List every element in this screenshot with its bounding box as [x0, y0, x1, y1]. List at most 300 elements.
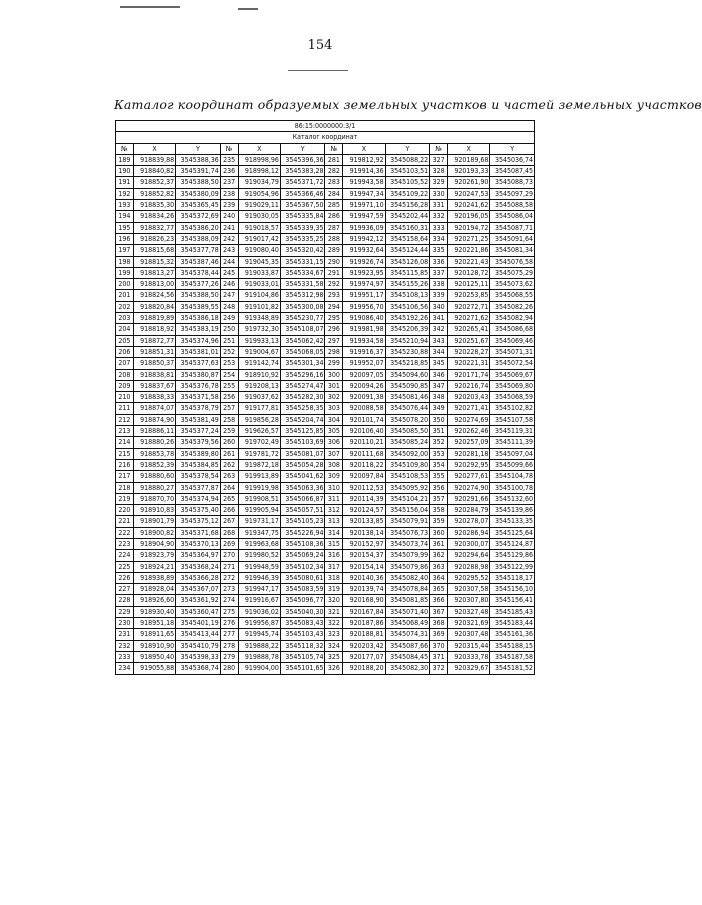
- table-row: [116, 245, 535, 256]
- point-number-cell: 299: [325, 358, 343, 369]
- table-row: [116, 471, 535, 482]
- x-coordinate-cell: 919101,82: [238, 301, 280, 312]
- x-coordinate-cell: 918910,90: [133, 640, 175, 651]
- point-number-cell: 371: [430, 651, 448, 662]
- point-number-cell: 345: [430, 358, 448, 369]
- point-number-cell: 308: [325, 459, 343, 470]
- point-number-cell: 237: [220, 177, 238, 188]
- x-coordinate-cell: 918870,70: [133, 493, 175, 504]
- y-coordinate-cell: 3545371,72: [280, 177, 325, 188]
- y-coordinate-cell: 3545079,86: [385, 561, 430, 572]
- y-coordinate-cell: 3545106,56: [385, 301, 430, 312]
- point-number-cell: 301: [325, 380, 343, 391]
- point-number-cell: 287: [325, 222, 343, 233]
- x-coordinate-cell: 919731,17: [238, 516, 280, 527]
- x-coordinate-cell: 918819,89: [133, 313, 175, 324]
- point-number-cell: 307: [325, 448, 343, 459]
- y-coordinate-cell: 3545125,64: [490, 527, 535, 538]
- point-number-cell: 282: [325, 166, 343, 177]
- y-coordinate-cell: 3545111,39: [490, 437, 535, 448]
- point-number-cell: 207: [116, 358, 134, 369]
- point-number-cell: 331: [430, 200, 448, 211]
- x-coordinate-cell: 918951,18: [133, 618, 175, 629]
- y-coordinate-cell: 3545334,67: [280, 267, 325, 278]
- y-coordinate-cell: 3545108,53: [385, 471, 430, 482]
- point-number-cell: 347: [430, 380, 448, 391]
- point-number-cell: 295: [325, 313, 343, 324]
- point-number-cell: 231: [116, 629, 134, 640]
- y-coordinate-cell: 3545185,43: [490, 606, 535, 617]
- x-coordinate-cell: 920101,74: [343, 414, 385, 425]
- point-number-cell: 257: [220, 403, 238, 414]
- y-coordinate-cell: 3545097,29: [490, 188, 535, 199]
- cadastral-number: 86:15:0000000:3/1: [116, 121, 535, 132]
- point-number-cell: 317: [325, 561, 343, 572]
- x-coordinate-cell: 919029,11: [238, 200, 280, 211]
- table-row: [116, 437, 535, 448]
- table-row: [116, 380, 535, 391]
- y-coordinate-cell: 3545389,55: [176, 301, 221, 312]
- table-row: [116, 426, 535, 437]
- point-number-cell: 241: [220, 222, 238, 233]
- y-coordinate-cell: 3545102,82: [490, 403, 535, 414]
- point-number-cell: 305: [325, 426, 343, 437]
- column-header: X: [133, 143, 175, 154]
- y-coordinate-cell: 3545095,92: [385, 482, 430, 493]
- y-coordinate-cell: 3545125,85: [280, 426, 325, 437]
- y-coordinate-cell: 3545372,69: [176, 211, 221, 222]
- point-number-cell: 291: [325, 267, 343, 278]
- x-coordinate-cell: 920152,97: [343, 538, 385, 549]
- y-coordinate-cell: 3545282,30: [280, 392, 325, 403]
- y-coordinate-cell: 3545380,87: [176, 369, 221, 380]
- x-coordinate-cell: 920097,84: [343, 471, 385, 482]
- y-coordinate-cell: 3545378,54: [176, 471, 221, 482]
- point-number-cell: 297: [325, 335, 343, 346]
- x-coordinate-cell: 920154,14: [343, 561, 385, 572]
- x-coordinate-cell: 920118,22: [343, 459, 385, 470]
- x-coordinate-cell: 918813,27: [133, 267, 175, 278]
- x-coordinate-cell: 918924,21: [133, 561, 175, 572]
- y-coordinate-cell: 3545122,99: [490, 561, 535, 572]
- y-coordinate-cell: 3545115,85: [385, 267, 430, 278]
- y-coordinate-cell: 3545367,50: [280, 200, 325, 211]
- point-number-cell: 358: [430, 505, 448, 516]
- x-coordinate-cell: 920106,40: [343, 426, 385, 437]
- point-number-cell: 189: [116, 154, 134, 165]
- point-number-cell: 217: [116, 471, 134, 482]
- y-coordinate-cell: 3545133,35: [490, 516, 535, 527]
- point-number-cell: 242: [220, 233, 238, 244]
- y-coordinate-cell: 3545360,47: [176, 606, 221, 617]
- point-number-cell: 270: [220, 550, 238, 561]
- y-coordinate-cell: 3545156,41: [490, 595, 535, 606]
- x-coordinate-cell: 919872,18: [238, 459, 280, 470]
- point-number-cell: 214: [116, 437, 134, 448]
- table-row: [116, 200, 535, 211]
- point-number-cell: 259: [220, 426, 238, 437]
- table-row: [116, 538, 535, 549]
- point-number-cell: 310: [325, 482, 343, 493]
- point-number-cell: 234: [116, 663, 134, 674]
- x-coordinate-cell: 919947,59: [343, 211, 385, 222]
- y-coordinate-cell: 3545386,20: [176, 222, 221, 233]
- table-row: [116, 629, 535, 640]
- y-coordinate-cell: 3545068,49: [385, 618, 430, 629]
- x-coordinate-cell: 920189,68: [448, 154, 490, 165]
- y-coordinate-cell: 3545312,98: [280, 290, 325, 301]
- table-row: [116, 663, 535, 674]
- point-number-cell: 255: [220, 380, 238, 391]
- y-coordinate-cell: 3545088,22: [385, 154, 430, 165]
- x-coordinate-cell: 919812,92: [343, 154, 385, 165]
- x-coordinate-cell: 920196,05: [448, 211, 490, 222]
- x-coordinate-cell: 919981,98: [343, 324, 385, 335]
- point-number-cell: 366: [430, 595, 448, 606]
- y-coordinate-cell: 3545296,16: [280, 369, 325, 380]
- point-number-cell: 211: [116, 403, 134, 414]
- x-coordinate-cell: 918852,37: [133, 177, 175, 188]
- point-number-cell: 218: [116, 482, 134, 493]
- y-coordinate-cell: 3545086,04: [490, 211, 535, 222]
- point-number-cell: 244: [220, 256, 238, 267]
- y-coordinate-cell: 3545090,85: [385, 380, 430, 391]
- y-coordinate-cell: 3545387,46: [176, 256, 221, 267]
- point-number-cell: 324: [325, 640, 343, 651]
- x-coordinate-cell: 918853,78: [133, 448, 175, 459]
- point-number-cell: 260: [220, 437, 238, 448]
- y-coordinate-cell: 3545082,26: [490, 301, 535, 312]
- point-number-cell: 201: [116, 290, 134, 301]
- point-number-cell: 278: [220, 640, 238, 651]
- y-coordinate-cell: 3545108,13: [385, 290, 430, 301]
- x-coordinate-cell: 919080,40: [238, 245, 280, 256]
- point-number-cell: 356: [430, 482, 448, 493]
- point-number-cell: 360: [430, 527, 448, 538]
- y-coordinate-cell: 3545063,36: [280, 482, 325, 493]
- y-coordinate-cell: 3545204,74: [280, 414, 325, 425]
- y-coordinate-cell: 3545129,86: [490, 550, 535, 561]
- point-number-cell: 306: [325, 437, 343, 448]
- y-coordinate-cell: 3545388,09: [176, 233, 221, 244]
- point-number-cell: 272: [220, 572, 238, 583]
- x-coordinate-cell: 920138,14: [343, 527, 385, 538]
- y-coordinate-cell: 3545364,97: [176, 550, 221, 561]
- x-coordinate-cell: 920168,90: [343, 595, 385, 606]
- y-coordinate-cell: 3545384,85: [176, 459, 221, 470]
- y-coordinate-cell: 3545094,60: [385, 369, 430, 380]
- y-coordinate-cell: 3545085,24: [385, 437, 430, 448]
- y-coordinate-cell: 3545083,59: [280, 584, 325, 595]
- y-coordinate-cell: 3545226,94: [280, 527, 325, 538]
- y-coordinate-cell: 3545155,26: [385, 279, 430, 290]
- x-coordinate-cell: 919781,72: [238, 448, 280, 459]
- x-coordinate-cell: 918835,30: [133, 200, 175, 211]
- y-coordinate-cell: 3545099,66: [490, 459, 535, 470]
- y-coordinate-cell: 3545376,78: [176, 380, 221, 391]
- y-coordinate-cell: 3545040,30: [280, 606, 325, 617]
- table-row: [116, 154, 535, 165]
- y-coordinate-cell: 3545377,78: [176, 245, 221, 256]
- x-coordinate-cell: 920291,66: [448, 493, 490, 504]
- x-coordinate-cell: 920094,26: [343, 380, 385, 391]
- y-coordinate-cell: 3545126,08: [385, 256, 430, 267]
- point-number-cell: 302: [325, 392, 343, 403]
- point-number-cell: 340: [430, 301, 448, 312]
- point-number-cell: 364: [430, 572, 448, 583]
- y-coordinate-cell: 3545368,74: [176, 663, 221, 674]
- x-coordinate-cell: 919919,98: [238, 482, 280, 493]
- y-coordinate-cell: 3545383,28: [280, 166, 325, 177]
- y-coordinate-cell: 3545079,99: [385, 550, 430, 561]
- x-coordinate-cell: 920171,74: [448, 369, 490, 380]
- y-coordinate-cell: 3545388,50: [176, 290, 221, 301]
- scan-artifact: [120, 6, 180, 8]
- point-number-cell: 321: [325, 606, 343, 617]
- y-coordinate-cell: 3545377,63: [176, 358, 221, 369]
- point-number-cell: 315: [325, 538, 343, 549]
- scan-artifact: [288, 70, 348, 71]
- x-coordinate-cell: 919904,00: [238, 663, 280, 674]
- coordinates-table: [115, 120, 535, 675]
- point-number-cell: 247: [220, 290, 238, 301]
- y-coordinate-cell: 3545132,60: [490, 493, 535, 504]
- x-coordinate-cell: 920315,44: [448, 640, 490, 651]
- y-coordinate-cell: 3545076,73: [385, 527, 430, 538]
- y-coordinate-cell: 3545300,08: [280, 301, 325, 312]
- y-coordinate-cell: 3545371,68: [176, 527, 221, 538]
- y-coordinate-cell: 3545380,09: [176, 188, 221, 199]
- x-coordinate-cell: 919963,68: [238, 538, 280, 549]
- x-coordinate-cell: 919934,58: [343, 335, 385, 346]
- x-coordinate-cell: 920194,72: [448, 222, 490, 233]
- y-coordinate-cell: 3545371,58: [176, 392, 221, 403]
- y-coordinate-cell: 3545374,96: [176, 335, 221, 346]
- table-row: [116, 584, 535, 595]
- y-coordinate-cell: 3545119,31: [490, 426, 535, 437]
- x-coordinate-cell: 920091,38: [343, 392, 385, 403]
- x-coordinate-cell: 918998,96: [238, 154, 280, 165]
- y-coordinate-cell: 3545181,52: [490, 663, 535, 674]
- x-coordinate-cell: 919086,40: [343, 313, 385, 324]
- column-header: №: [430, 143, 448, 154]
- x-coordinate-cell: 918886,11: [133, 426, 175, 437]
- y-coordinate-cell: 3545108,36: [280, 538, 325, 549]
- y-coordinate-cell: 3545124,44: [385, 245, 430, 256]
- y-coordinate-cell: 3545097,04: [490, 448, 535, 459]
- y-coordinate-cell: 3545124,87: [490, 538, 535, 549]
- table-row: [116, 222, 535, 233]
- y-coordinate-cell: 3545078,84: [385, 584, 430, 595]
- point-number-cell: 350: [430, 414, 448, 425]
- y-coordinate-cell: 3545118,17: [490, 572, 535, 583]
- table-row: [116, 459, 535, 470]
- point-number-cell: 190: [116, 166, 134, 177]
- x-coordinate-cell: 920140,36: [343, 572, 385, 583]
- x-coordinate-cell: 920221,86: [448, 245, 490, 256]
- point-number-cell: 256: [220, 392, 238, 403]
- x-coordinate-cell: 918874,07: [133, 403, 175, 414]
- x-coordinate-cell: 920097,05: [343, 369, 385, 380]
- x-coordinate-cell: 919980,52: [238, 550, 280, 561]
- point-number-cell: 281: [325, 154, 343, 165]
- y-coordinate-cell: 3545398,33: [176, 651, 221, 662]
- y-coordinate-cell: 3545068,55: [490, 290, 535, 301]
- x-coordinate-cell: 919942,12: [343, 233, 385, 244]
- point-number-cell: 309: [325, 471, 343, 482]
- point-number-cell: 303: [325, 403, 343, 414]
- x-coordinate-cell: 919054,96: [238, 188, 280, 199]
- y-coordinate-cell: 3545388,50: [176, 177, 221, 188]
- y-coordinate-cell: 3545375,12: [176, 516, 221, 527]
- x-coordinate-cell: 918938,89: [133, 572, 175, 583]
- y-coordinate-cell: 3545218,85: [385, 358, 430, 369]
- y-coordinate-cell: 3545413,44: [176, 629, 221, 640]
- y-coordinate-cell: 3545377,87: [176, 482, 221, 493]
- x-coordinate-cell: 920265,41: [448, 324, 490, 335]
- point-number-cell: 328: [430, 166, 448, 177]
- y-coordinate-cell: 3545301,34: [280, 358, 325, 369]
- x-coordinate-cell: 919932,64: [343, 245, 385, 256]
- x-coordinate-cell: 920329,67: [448, 663, 490, 674]
- x-coordinate-cell: 919943,58: [343, 177, 385, 188]
- y-coordinate-cell: 3545082,40: [385, 572, 430, 583]
- y-coordinate-cell: 3545081,85: [385, 595, 430, 606]
- document-title: Каталог координат образуемых земельных участков и частей земельных участков: [114, 97, 702, 112]
- point-number-cell: 258: [220, 414, 238, 425]
- x-coordinate-cell: 919055,88: [133, 663, 175, 674]
- x-coordinate-cell: 920274,90: [448, 482, 490, 493]
- point-number-cell: 246: [220, 279, 238, 290]
- x-coordinate-cell: 920216,74: [448, 380, 490, 391]
- x-coordinate-cell: 919004,67: [238, 346, 280, 357]
- x-coordinate-cell: 919926,74: [343, 256, 385, 267]
- y-coordinate-cell: 3545041,62: [280, 471, 325, 482]
- x-coordinate-cell: 920154,37: [343, 550, 385, 561]
- y-coordinate-cell: 3545366,28: [176, 572, 221, 583]
- point-number-cell: 238: [220, 188, 238, 199]
- point-number-cell: 224: [116, 550, 134, 561]
- y-coordinate-cell: 3545361,92: [176, 595, 221, 606]
- x-coordinate-cell: 919916,37: [343, 346, 385, 357]
- point-number-cell: 216: [116, 459, 134, 470]
- x-coordinate-cell: 919036,02: [238, 606, 280, 617]
- y-coordinate-cell: 3545105,23: [280, 516, 325, 527]
- x-coordinate-cell: 920125,11: [448, 279, 490, 290]
- x-coordinate-cell: 919888,78: [238, 651, 280, 662]
- point-number-cell: 304: [325, 414, 343, 425]
- y-coordinate-cell: 3545368,24: [176, 561, 221, 572]
- table-row: [116, 267, 535, 278]
- y-coordinate-cell: 3545076,58: [490, 256, 535, 267]
- y-coordinate-cell: 3545202,44: [385, 211, 430, 222]
- table-row: [116, 177, 535, 188]
- table-row: [116, 516, 535, 527]
- table-row: [116, 256, 535, 267]
- point-number-cell: 337: [430, 267, 448, 278]
- x-coordinate-cell: 920307,58: [448, 584, 490, 595]
- point-number-cell: 370: [430, 640, 448, 651]
- point-number-cell: 240: [220, 211, 238, 222]
- point-number-cell: 354: [430, 459, 448, 470]
- x-coordinate-cell: 920300,07: [448, 538, 490, 549]
- point-number-cell: 372: [430, 663, 448, 674]
- x-coordinate-cell: 920281,18: [448, 448, 490, 459]
- point-number-cell: 341: [430, 313, 448, 324]
- point-number-cell: 205: [116, 335, 134, 346]
- point-number-cell: 263: [220, 471, 238, 482]
- x-coordinate-cell: 918815,68: [133, 245, 175, 256]
- point-number-cell: 367: [430, 606, 448, 617]
- point-number-cell: 264: [220, 482, 238, 493]
- x-coordinate-cell: 920228,27: [448, 346, 490, 357]
- x-coordinate-cell: 919951,17: [343, 290, 385, 301]
- point-number-cell: 268: [220, 527, 238, 538]
- point-number-cell: 284: [325, 188, 343, 199]
- y-coordinate-cell: 3545156,04: [385, 505, 430, 516]
- point-number-cell: 329: [430, 177, 448, 188]
- x-coordinate-cell: 918826,23: [133, 233, 175, 244]
- point-number-cell: 252: [220, 346, 238, 357]
- point-number-cell: 359: [430, 516, 448, 527]
- point-number-cell: 194: [116, 211, 134, 222]
- table-row: [116, 358, 535, 369]
- x-coordinate-cell: 920241,62: [448, 200, 490, 211]
- y-coordinate-cell: 3545388,36: [176, 154, 221, 165]
- x-coordinate-cell: 919347,75: [238, 527, 280, 538]
- y-coordinate-cell: 3545396,36: [280, 154, 325, 165]
- x-coordinate-cell: 918911,65: [133, 629, 175, 640]
- point-number-cell: 206: [116, 346, 134, 357]
- point-number-cell: 294: [325, 301, 343, 312]
- point-number-cell: 298: [325, 346, 343, 357]
- y-coordinate-cell: 3545367,07: [176, 584, 221, 595]
- table-row: [116, 211, 535, 222]
- y-coordinate-cell: 3545054,28: [280, 459, 325, 470]
- y-coordinate-cell: 3545100,78: [490, 482, 535, 493]
- x-coordinate-cell: 918910,83: [133, 505, 175, 516]
- y-coordinate-cell: 3545081,46: [385, 392, 430, 403]
- point-number-cell: 311: [325, 493, 343, 504]
- point-number-cell: 196: [116, 233, 134, 244]
- table-row: [116, 414, 535, 425]
- point-number-cell: 220: [116, 505, 134, 516]
- y-coordinate-cell: 3545206,39: [385, 324, 430, 335]
- y-coordinate-cell: 3545075,29: [490, 267, 535, 278]
- column-header: Y: [280, 143, 325, 154]
- point-number-cell: 202: [116, 301, 134, 312]
- x-coordinate-cell: 919974,97: [343, 279, 385, 290]
- x-coordinate-cell: 920292,95: [448, 459, 490, 470]
- x-coordinate-cell: 920333,78: [448, 651, 490, 662]
- x-coordinate-cell: 919208,13: [238, 380, 280, 391]
- point-number-cell: 285: [325, 200, 343, 211]
- y-coordinate-cell: 3545210,94: [385, 335, 430, 346]
- x-coordinate-cell: 920271,41: [448, 403, 490, 414]
- point-number-cell: 323: [325, 629, 343, 640]
- table-row: [116, 188, 535, 199]
- point-number-cell: 210: [116, 392, 134, 403]
- y-coordinate-cell: 3545068,05: [280, 346, 325, 357]
- x-coordinate-cell: 918880,60: [133, 471, 175, 482]
- y-coordinate-cell: 3545087,45: [490, 166, 535, 177]
- column-header: X: [343, 143, 385, 154]
- x-coordinate-cell: 919916,67: [238, 595, 280, 606]
- column-header-row: [116, 143, 535, 154]
- x-coordinate-cell: 918901,79: [133, 516, 175, 527]
- table-row: [116, 493, 535, 504]
- x-coordinate-cell: 919945,74: [238, 629, 280, 640]
